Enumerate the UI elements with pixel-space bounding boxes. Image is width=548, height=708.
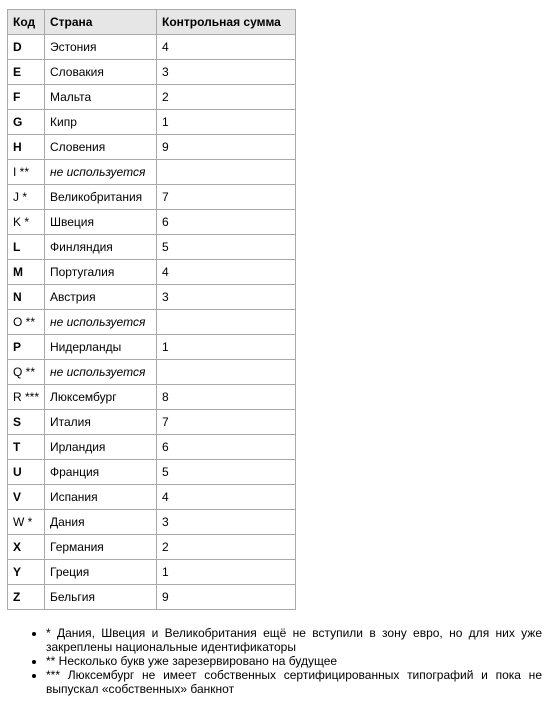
cell-code: L: [8, 235, 45, 260]
cell-code: T: [8, 435, 45, 460]
table-row: [8, 385, 296, 410]
table-row: [8, 460, 296, 485]
cell-code: V: [8, 485, 45, 510]
cell-code: Z: [8, 585, 45, 610]
table-row: [8, 510, 296, 535]
cell-code: N: [8, 285, 45, 310]
cell-country: Австрия: [45, 285, 157, 310]
table-body: [8, 35, 296, 610]
table-row: [8, 60, 296, 85]
cell-code: D: [8, 35, 45, 60]
cell-checksum: [157, 310, 296, 335]
table-header-row: [8, 10, 296, 35]
table-row: [8, 35, 296, 60]
cell-country: не используется: [45, 160, 157, 185]
footnote-item: • ** Несколько букв уже зарезервировано на будущее: [46, 654, 542, 668]
cell-checksum: 2: [157, 535, 296, 560]
cell-code: Q **: [8, 360, 45, 385]
cell-checksum: 3: [157, 60, 296, 85]
cell-checksum: 2: [157, 85, 296, 110]
cell-country: Кипр: [45, 110, 157, 135]
cell-checksum: 3: [157, 285, 296, 310]
cell-checksum: 4: [157, 260, 296, 285]
cell-country: Италия: [45, 410, 157, 435]
cell-checksum: 9: [157, 585, 296, 610]
footnotes-list: [14, 626, 542, 696]
table-row: [8, 410, 296, 435]
table-row: [8, 335, 296, 360]
table-row: [8, 585, 296, 610]
cell-country: Швеция: [45, 210, 157, 235]
cell-checksum: 9: [157, 135, 296, 160]
cell-country: Франция: [45, 460, 157, 485]
header-country: Страна: [45, 10, 157, 35]
cell-country: Ирландия: [45, 435, 157, 460]
cell-code: K *: [8, 210, 45, 235]
cell-code: H: [8, 135, 45, 160]
cell-country: Дания: [45, 510, 157, 535]
cell-code: I **: [8, 160, 45, 185]
cell-code: M: [8, 260, 45, 285]
footnote-item: • *** Люксембург не имеет собственных сертифицированных типографий и пока не выпускал «собственных» банкнот: [46, 668, 542, 696]
table-row: [8, 210, 296, 235]
cell-checksum: 1: [157, 560, 296, 585]
cell-checksum: 6: [157, 435, 296, 460]
table-row: [8, 160, 296, 185]
cell-checksum: 6: [157, 210, 296, 235]
cell-checksum: 7: [157, 410, 296, 435]
cell-code: O **: [8, 310, 45, 335]
cell-checksum: 4: [157, 485, 296, 510]
cell-code: S: [8, 410, 45, 435]
cell-checksum: 8: [157, 385, 296, 410]
cell-checksum: 4: [157, 35, 296, 60]
footnote-item: • * Дания, Швеция и Великобритания ещё не вступили в зону евро, но для них уже закреплены национальные идентификаторы: [46, 626, 542, 654]
country-code-table: [7, 9, 296, 610]
cell-country: Люксембург: [45, 385, 157, 410]
cell-country: Бельгия: [45, 585, 157, 610]
table-row: [8, 135, 296, 160]
table-row: [8, 435, 296, 460]
table-row: [8, 560, 296, 585]
cell-code: P: [8, 335, 45, 360]
table-row: [8, 85, 296, 110]
cell-country: не используется: [45, 310, 157, 335]
cell-checksum: 1: [157, 110, 296, 135]
cell-country: Германия: [45, 535, 157, 560]
cell-country: Португалия: [45, 260, 157, 285]
cell-country: Греция: [45, 560, 157, 585]
cell-country: Испания: [45, 485, 157, 510]
header-code: Код: [8, 10, 45, 35]
cell-code: G: [8, 110, 45, 135]
cell-code: J *: [8, 185, 45, 210]
cell-code: F: [8, 85, 45, 110]
table-row: [8, 235, 296, 260]
cell-checksum: 3: [157, 510, 296, 535]
table-row: [8, 185, 296, 210]
cell-country: Словения: [45, 135, 157, 160]
table-row: [8, 360, 296, 385]
cell-country: Словакия: [45, 60, 157, 85]
header-checksum: Контрольная сумма: [157, 10, 296, 35]
cell-country: не используется: [45, 360, 157, 385]
cell-country: Нидерланды: [45, 335, 157, 360]
table-row: [8, 535, 296, 560]
cell-country: Финляндия: [45, 235, 157, 260]
cell-code: U: [8, 460, 45, 485]
cell-country: Великобритания: [45, 185, 157, 210]
cell-code: R ***: [8, 385, 45, 410]
cell-checksum: [157, 360, 296, 385]
table-row: [8, 285, 296, 310]
cell-checksum: 5: [157, 235, 296, 260]
cell-checksum: 7: [157, 185, 296, 210]
cell-checksum: 5: [157, 460, 296, 485]
table-row: [8, 110, 296, 135]
table-row: [8, 260, 296, 285]
cell-code: X: [8, 535, 45, 560]
cell-country: Эстония: [45, 35, 157, 60]
cell-checksum: [157, 160, 296, 185]
cell-country: Мальта: [45, 85, 157, 110]
table-row: [8, 310, 296, 335]
table-row: [8, 485, 296, 510]
cell-checksum: 1: [157, 335, 296, 360]
cell-code: Y: [8, 560, 45, 585]
cell-code: E: [8, 60, 45, 85]
cell-code: W *: [8, 510, 45, 535]
